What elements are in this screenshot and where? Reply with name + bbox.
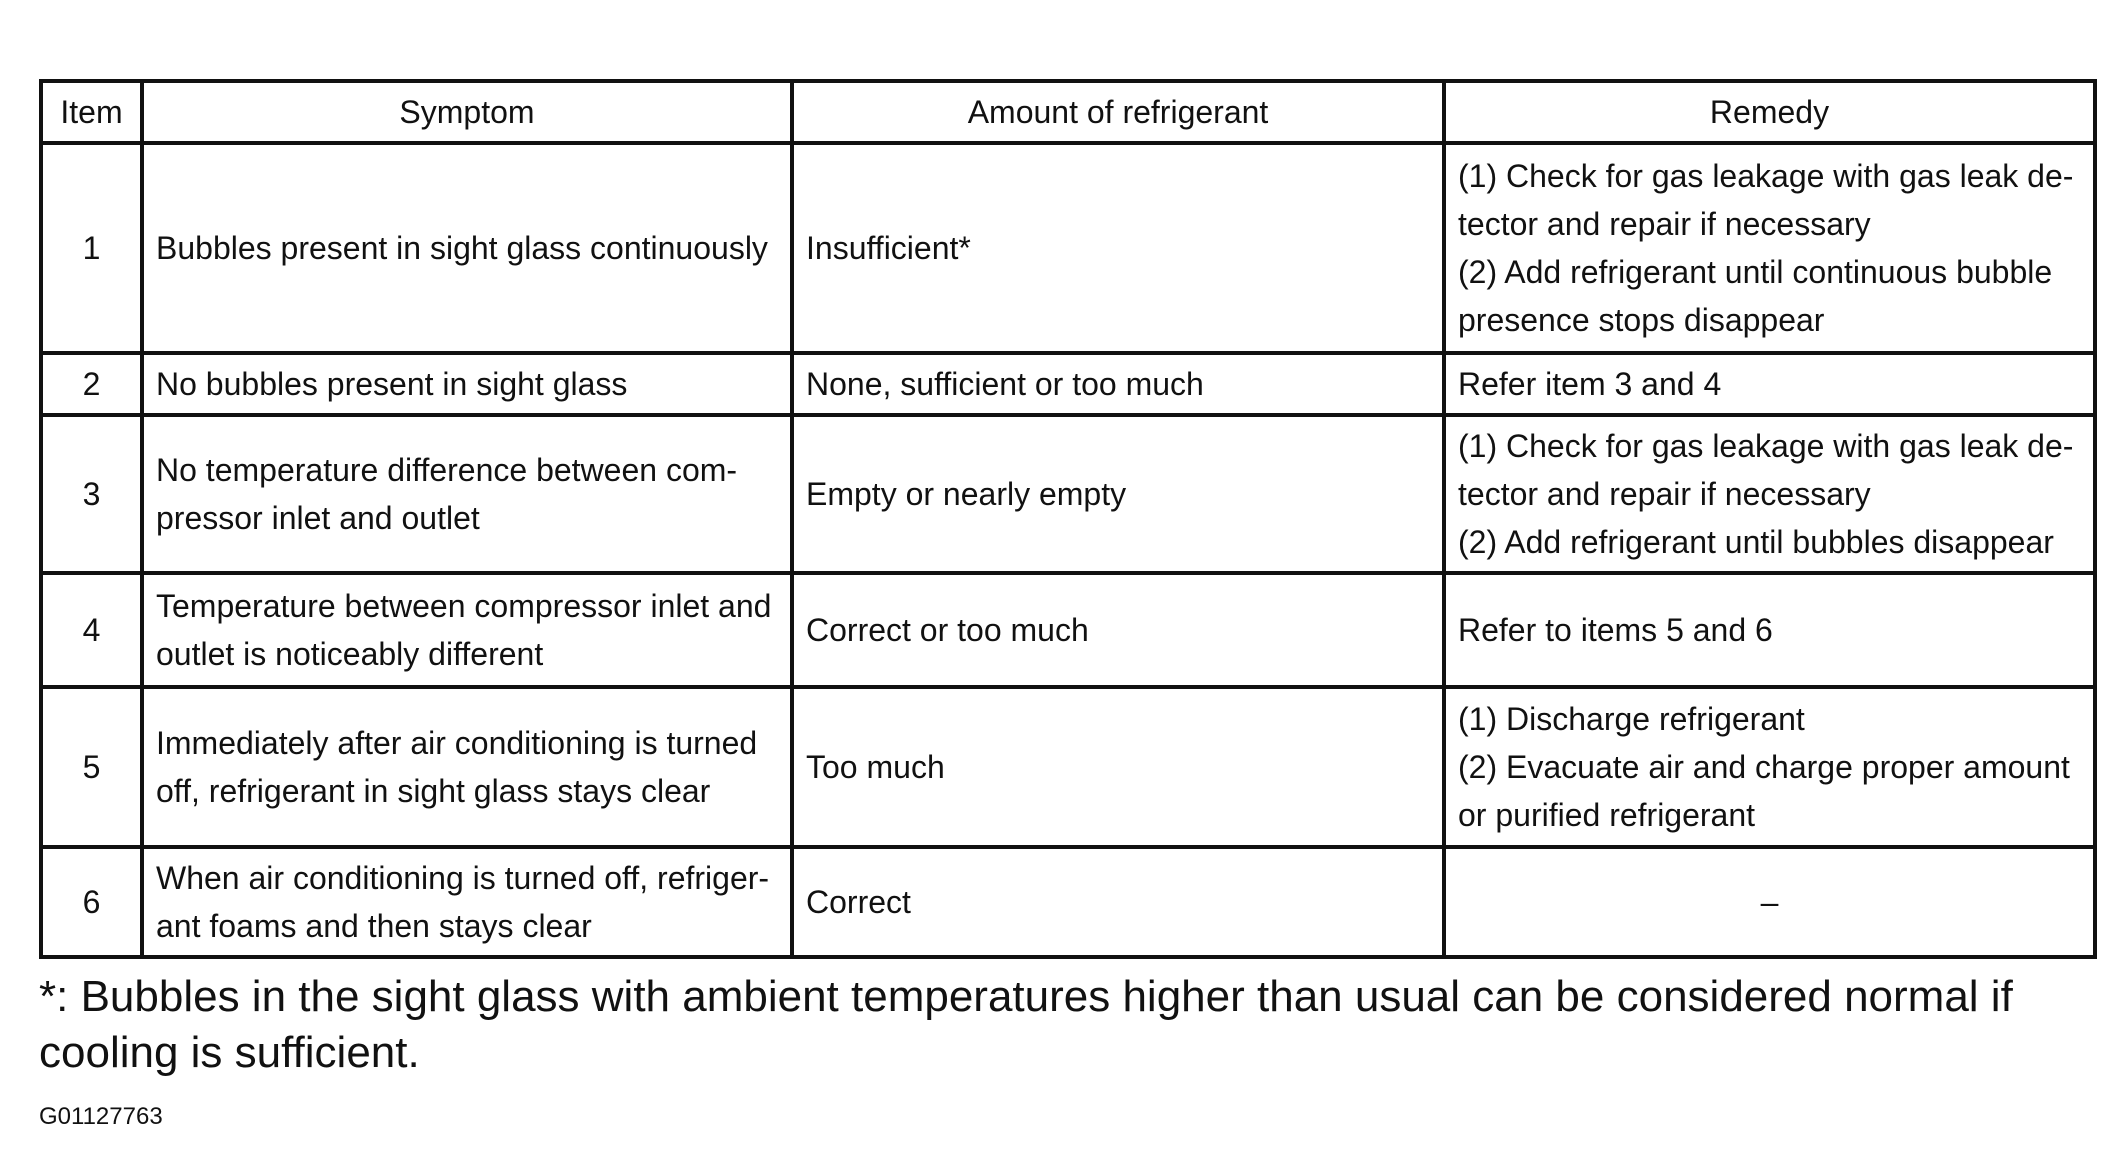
remedy-line: (1) Check for gas leakage with gas leak de- (1458, 428, 2074, 464)
symptom-line: Immediately after air conditioning is turned (156, 725, 758, 761)
symptom-cell (142, 415, 792, 573)
remedy-line: tector and repair if necessary (1458, 206, 1871, 242)
symptom-cell (142, 573, 792, 687)
item-number: 4 (41, 573, 142, 687)
amount-cell: Correct or too much (792, 573, 1444, 687)
header-row (41, 81, 2095, 143)
remedy-line: Refer item 3 and 4 (1458, 366, 1722, 402)
remedy-line: (1) Check for gas leakage with gas leak de- (1458, 158, 2074, 194)
remedy-cell (1444, 573, 2095, 687)
remedy-cell (1444, 415, 2095, 573)
symptom-line: off, refrigerant in sight glass stays clear (156, 773, 711, 809)
remedy-line: (1) Discharge refrigerant (1458, 701, 1805, 737)
footnote: *: Bubbles in the sight glass with ambient temperatures higher than usual can be considered normal if cooling is sufficient. (39, 972, 2013, 1077)
table-row (41, 143, 2095, 353)
table-row (41, 573, 2095, 687)
remedy-cell (1444, 353, 2095, 415)
item-number: 2 (41, 353, 142, 415)
header-item: Item (41, 81, 142, 143)
item-number: 1 (41, 143, 142, 353)
item-number: 6 (41, 847, 142, 957)
document-sheet (39, 79, 2093, 1131)
item-number: 3 (41, 415, 142, 573)
remedy-cell (1444, 143, 2095, 353)
symptom-line: pressor inlet and outlet (156, 500, 480, 536)
amount-cell: Too much (792, 687, 1444, 847)
remedy-cell (1444, 847, 2095, 957)
table-row (41, 353, 2095, 415)
symptom-cell (142, 687, 792, 847)
header-symptom: Symptom (142, 81, 792, 143)
item-number: 5 (41, 687, 142, 847)
figure-id: G01127763 (39, 1103, 163, 1130)
amount-cell: Correct (792, 847, 1444, 957)
table-row (41, 687, 2095, 847)
remedy-line: or purified refrigerant (1458, 797, 1756, 833)
amount-cell: Insufficient* (792, 143, 1444, 353)
table-row (41, 847, 2095, 957)
remedy-line: Refer to items 5 and 6 (1458, 612, 1773, 648)
remedy-line: (2) Add refrigerant until bubbles disappear (1458, 524, 2054, 560)
remedy-line: tector and repair if necessary (1458, 476, 1871, 512)
amount-cell: Empty or nearly empty (792, 415, 1444, 573)
table-row (41, 415, 2095, 573)
symptom-line: When air conditioning is turned off, refriger- (156, 860, 770, 896)
symptom-line: No bubbles present in sight glass (156, 366, 628, 402)
symptom-line: Bubbles present in sight glass continuously (156, 230, 768, 266)
symptom-line: No temperature difference between com- (156, 452, 738, 488)
remedy-line: – (1760, 884, 1779, 920)
symptom-cell (142, 143, 792, 353)
symptom-cell (142, 353, 792, 415)
amount-cell: None, sufficient or too much (792, 353, 1444, 415)
symptom-line: ant foams and then stays clear (156, 908, 592, 944)
symptom-line: outlet is noticeably different (156, 636, 544, 672)
remedy-cell (1444, 687, 2095, 847)
header-remedy: Remedy (1444, 81, 2095, 143)
symptom-line: Temperature between compressor inlet and (156, 588, 772, 624)
header-amount: Amount of refrigerant (792, 81, 1444, 143)
refrigerant-diagnosis-table (39, 79, 2097, 959)
remedy-line: (2) Evacuate air and charge proper amount (1458, 749, 2070, 785)
remedy-line: presence stops disappear (1458, 302, 1825, 338)
symptom-cell (142, 847, 792, 957)
remedy-line: (2) Add refrigerant until continuous bubble (1458, 254, 2053, 290)
